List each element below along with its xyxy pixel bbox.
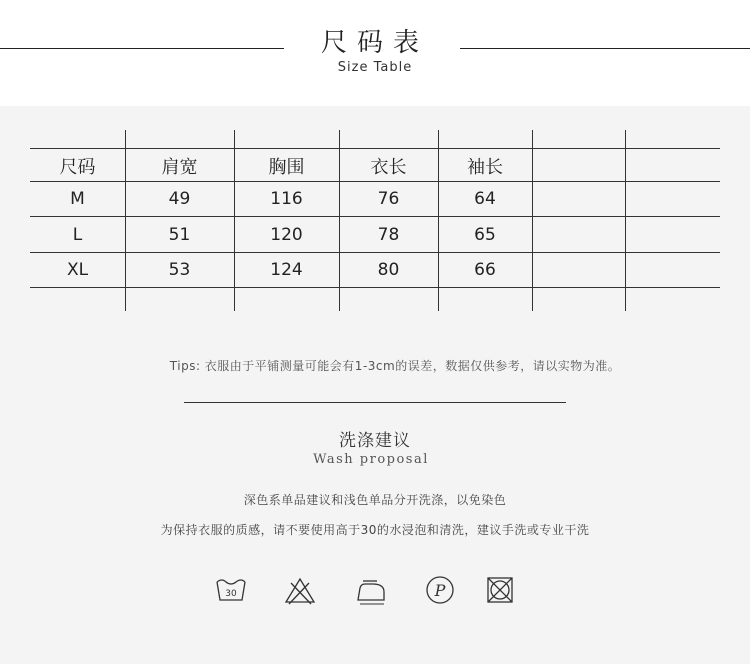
table-header-cell: 袖长 [467,157,503,178]
wash-note-1: 深色系单品建议和浅色单品分开洗涤，以免染色 [243,493,507,507]
table-cell: 80 [377,260,400,280]
wash-temp-label: 30 [225,589,237,599]
table-cell: 66 [474,260,496,280]
no-bleach-icon [283,573,317,607]
table-column-rule [625,130,626,311]
table-cell: L [72,225,83,245]
table-rule [30,252,720,253]
table-header-cell: 肩宽 [161,157,198,178]
table-cell: 53 [168,260,191,280]
table-cell: 51 [168,225,191,245]
size-table [30,130,720,312]
wash-title: 洗涤建议 [339,431,411,451]
table-rule [30,181,720,182]
table-rule [30,287,720,288]
table-cell: 76 [377,189,400,209]
wash-subtitle: Wash proposal [313,452,429,467]
page-subtitle: Size Table [337,60,413,75]
care-icons [0,573,750,609]
table-cell: 120 [270,225,303,245]
table-rule [30,148,720,149]
table-cell: XL [66,260,89,280]
page-title: 尺码表 [320,28,429,58]
wash-30-icon [214,573,248,607]
table-header-cell: 胸围 [268,157,305,178]
header [0,0,750,106]
table-cell: 65 [474,225,496,245]
no-tumble-dry-icon [483,573,517,607]
table-header-cell: 尺码 [59,157,96,178]
table-cell: 116 [270,189,303,209]
table-cell: M [70,189,85,209]
dry-clean-p-icon [423,573,457,607]
table-cell: 124 [270,260,303,280]
tips-text: Tips: 衣服由于平铺测量可能会有1-3cm的误差，数据仅供参考，请以实物为准。 [169,359,621,373]
table-cell: 49 [168,189,191,209]
table-rule [30,216,720,217]
dry-clean-label: P [434,581,446,600]
table-header-cell: 衣长 [370,157,407,178]
table-cell: 78 [377,225,400,245]
table-cell: 64 [474,189,496,209]
wash-note-2: 为保持衣服的质感，请不要使用高于30的水浸泡和清洗，建议手洗或专业干洗 [160,523,590,537]
iron-icon [353,573,387,607]
table-column-rule [532,130,533,311]
section-divider [184,402,566,403]
